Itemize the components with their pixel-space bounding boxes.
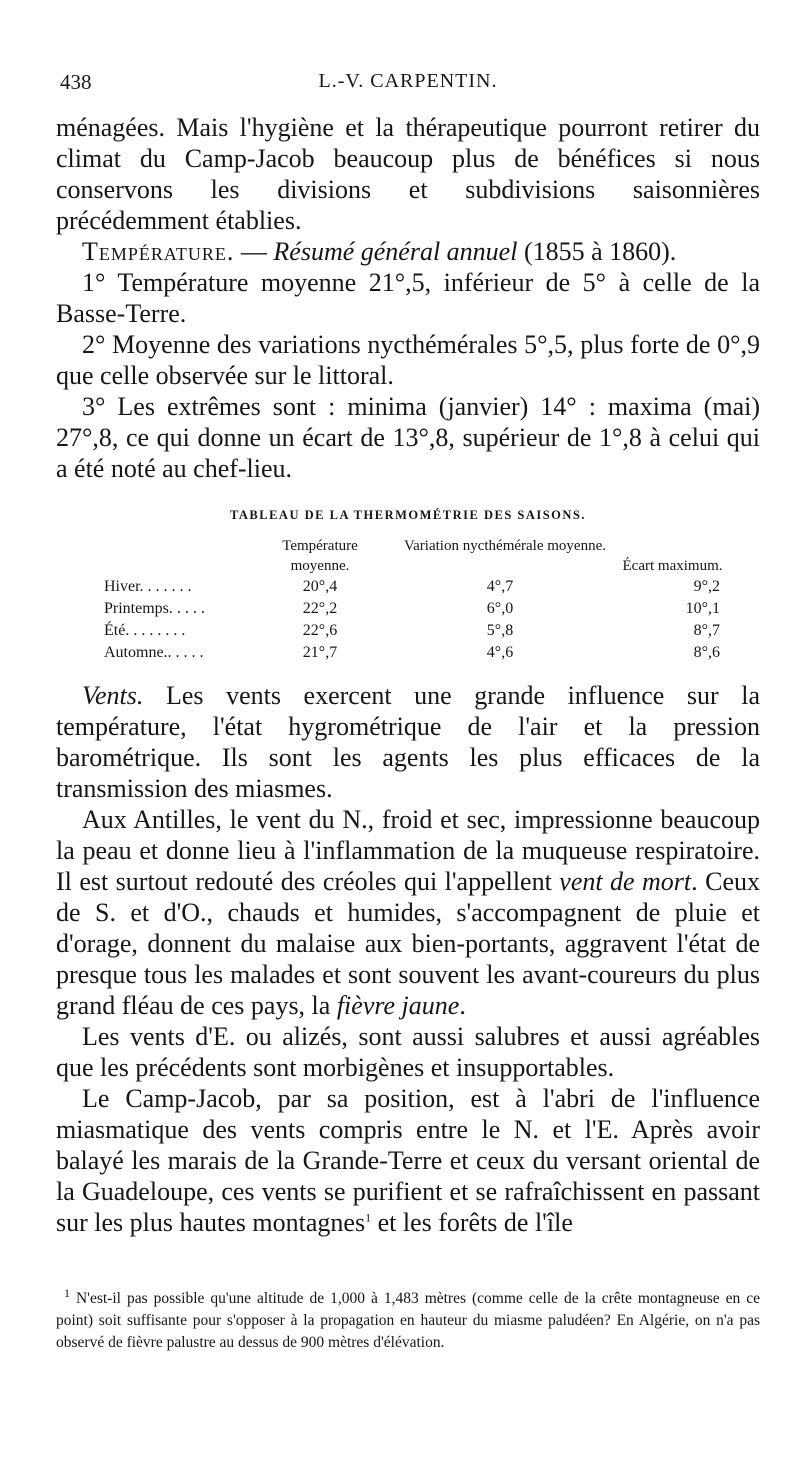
table-cell-temp: 21°,7 — [302, 644, 338, 661]
footnote — [56, 1285, 760, 1354]
running-title: L.-V. CARPENTIN. — [318, 70, 498, 92]
list-item-3: 3° Les extrêmes sont : minima (janvier) 14° : maxima (mai) 27°,8, ce qui donne un écart de 13°,8, supérieur de 1°,8 à celui qui a été noté au chef-lieu. — [56, 392, 760, 483]
section-label-vents: Vents. — [82, 681, 144, 710]
paragraph-hygiene: ménagées. Mais l'hygiène et la thérapeutique pourront retirer du climat du Camp-Jacob beaucoup plus de bénéfices si nous conservons les divisions et subdivisions saisonnières précédemment établies. — [56, 113, 760, 235]
paragraph-temperature-heading: Température. — Résumé général annuel (1855 à 1860). — [82, 237, 677, 266]
table-title: TABLEAU DE LA THERMOMÉTRIE DES SAISONS. — [229, 508, 587, 522]
main-text-top — [56, 112, 760, 484]
table-cell-variation: 4°,7 — [486, 578, 514, 595]
list-item-2: 2° Moyenne des variations nycthémérales 5°,5, plus forte de 0°,9 que celle observée sur le littoral. — [56, 330, 760, 390]
section-subtitle: Résumé général annuel — [273, 237, 518, 266]
table-cell-temp: 22°,6 — [302, 622, 338, 639]
season-name: Automne.. . . . . — [104, 644, 204, 661]
table-cell-temp: 20°,4 — [302, 578, 338, 595]
section-label-temperature: Température. — [82, 237, 235, 266]
paragraph-vents: Vents. Les vents exercent une grande influence sur la température, l'état hygrométrique de l'air et la pression barométrique. Ils sont les agents les plus efficaces de la transmission des miasmes. — [56, 681, 760, 803]
column-header-temperature: Température moyenne. — [282, 538, 358, 574]
table-cell-ecart: 10°,1 — [685, 600, 720, 617]
paragraph-alizes: Les vents d'E. ou alizés, sont aussi salubres et aussi agréables que les précédents sont morbigènes et insupportables. — [56, 1022, 760, 1082]
table-cell-temp: 22°,2 — [302, 600, 338, 617]
footnote-text: N'est-il pas possible qu'une altitude de 1,000 à 1,483 mètres (comme celle de la crête montagneuse en ce point) soit suffisante pour s'opposer à la propagation en hauteur du miasme paludéen? En Algérie, on n'a pas observé de fièvre palustre au dessus de 900 mètres d'élévation. — [56, 1290, 760, 1351]
table-cell-ecart: 8°,7 — [693, 622, 720, 639]
column-header-variation: Variation nycthémérale moyenne. — [403, 538, 606, 554]
paragraph-antilles: Aux Antilles, le vent du N., froid et sec, impressionne beaucoup la peau et donne lieu à l'inflammation de la muqueuse respiratoire. Il est surtout redouté des créoles qui l'appellent vent de mort. Ceux de S. et d'O., chauds et humides, s'accompagnent de pluie et d'orage, donnent du malaise aux bien-portants, aggravent l'état de presque tous les malades et sont souvent les avant-coureurs du plus grand fléau de ces pays, la fièvre jaune. — [56, 805, 760, 1020]
table-cell-ecart: 8°,6 — [693, 644, 720, 661]
main-text-bottom — [56, 680, 760, 1238]
page-number: 438 — [60, 70, 92, 94]
footnote-marker: 1 — [64, 1285, 70, 1300]
table-cell-variation: 4°,6 — [486, 644, 514, 661]
term-fievre-jaune: fièvre jaune — [336, 991, 460, 1020]
list-item-1: 1° Température moyenne 21°,5, inférieur de 5° à celle de la Basse-Terre. — [56, 268, 760, 328]
season-name: Été. . . . . . . . — [104, 622, 186, 639]
column-header-ecart: Écart maximum. — [622, 558, 723, 574]
season-name: Printemps. . . . . — [104, 600, 205, 617]
table-cell-ecart: 9°,2 — [693, 578, 720, 595]
paragraph-camp-jacob: Le Camp-Jacob, par sa position, est à l'abri de l'influence miasmatique des vents compris entre le N. et l'E. Après avoir balayé les marais de la Grande-Terre et ceux du versant oriental de la Guadeloupe, ces vents se purifient et se rafraîchissent en passant sur les plus hautes montagnes$^1$ et les forêts de l'île — [56, 1084, 760, 1237]
season-name: Hiver. . . . . . . — [104, 578, 192, 595]
table-cell-variation: 5°,8 — [486, 622, 514, 639]
page-header — [56, 70, 760, 104]
term-vent-de-mort: vent de mort — [559, 867, 692, 896]
table-cell-variation: 6°,0 — [486, 600, 514, 617]
footnote-reference: 1 — [365, 1210, 372, 1225]
